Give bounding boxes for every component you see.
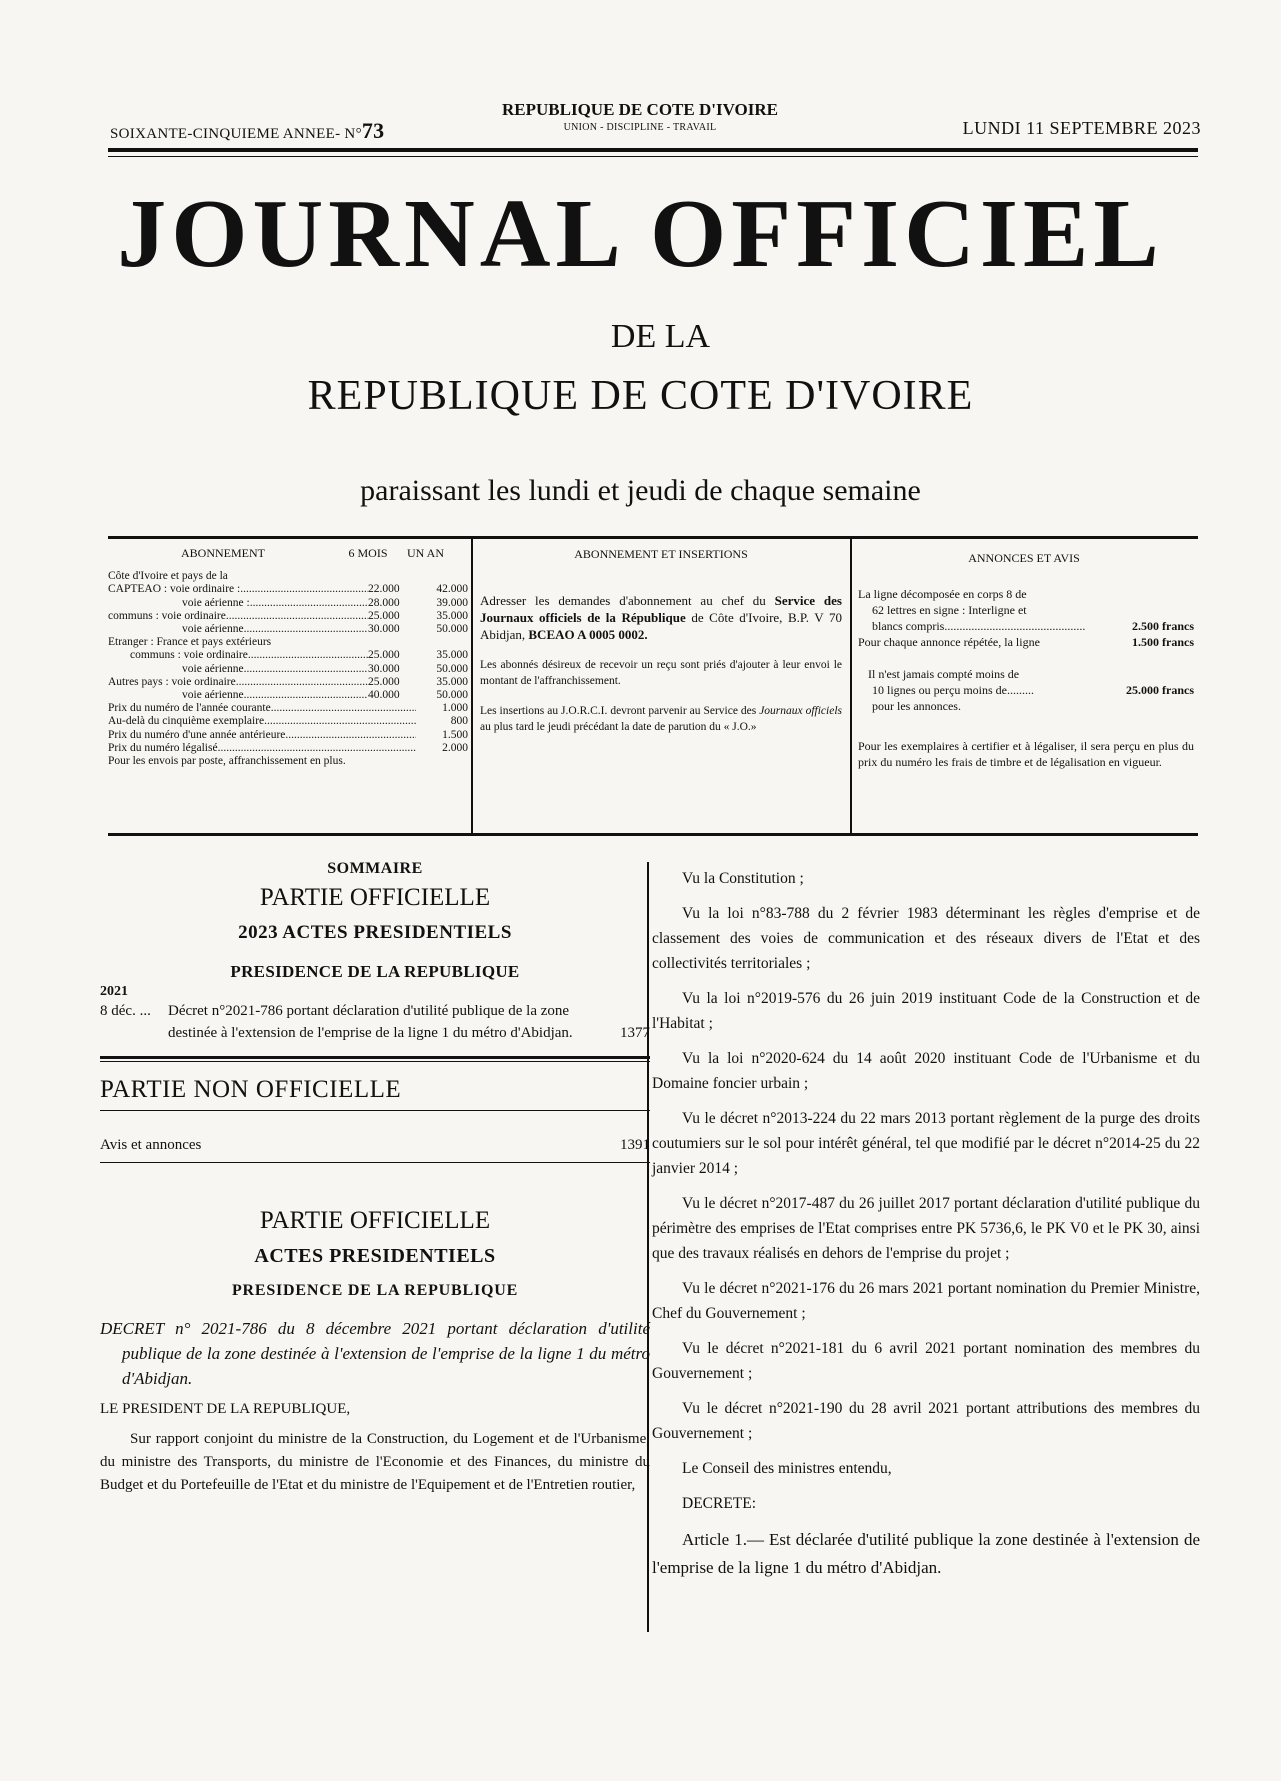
annonce-minimum: Il n'est jamais compté moins de 10 lignes ou perçu moins de......... 25.000 francs pour les annonces. bbox=[868, 667, 1194, 713]
rate-row bbox=[108, 597, 468, 610]
rate-label: voie aérienne ..... bbox=[108, 689, 368, 702]
price-value: 1.000 bbox=[442, 702, 468, 715]
presidence-heading: PRESIDENCE DE LA REPUBLIQUE bbox=[230, 962, 520, 981]
body-partie-officielle: PARTIE OFFICIELLE bbox=[259, 1207, 491, 1234]
visa-paragraph: Vu le décret n°2021-181 du 6 avril 2021 portant nomination des membres du Gouvernement ; bbox=[652, 1340, 1200, 1382]
visa-paragraph: Vu le décret n°2013-224 du 22 mars 2013 portant règlement de la purge des droits coutumiers sur le sol pour intérêt général, tel que modifié par le décret n°2014-25 du 22 janvier 2014 ; bbox=[652, 1110, 1200, 1177]
rate-un-an: 35.000 bbox=[436, 675, 468, 688]
rate-label: Autres pays : voie ordinaire ..... bbox=[108, 676, 368, 689]
section-rule bbox=[100, 1056, 650, 1059]
price-row bbox=[108, 715, 468, 728]
visa-paragraph: Vu la loi n°2019-576 du 26 juin 2019 instituant Code de la Construction et de l'Habitat ; bbox=[652, 990, 1200, 1032]
rate-row bbox=[108, 610, 468, 623]
rate-un-an: 35.000 bbox=[436, 649, 468, 662]
annonces-header: ANNONCES ET AVIS bbox=[968, 551, 1080, 565]
price-row bbox=[108, 729, 468, 742]
body-actes-presidentiels: ACTES PRESIDENTIELS bbox=[254, 1245, 496, 1267]
partie-officielle-heading: PARTIE OFFICIELLE bbox=[259, 884, 491, 911]
rate-row bbox=[108, 649, 468, 662]
price-value: 1.500 bbox=[442, 728, 468, 741]
price-rows bbox=[108, 702, 468, 755]
rate-un-an: 42.000 bbox=[436, 583, 468, 596]
insertions-deadline: Les insertions au J.O.R.C.I. devront parvenir au Service des Journaux officiels au plus tard le jeudi précédant la date de parution du « J.O.» bbox=[480, 705, 842, 733]
section-rule-thin bbox=[100, 1162, 650, 1163]
rate-row bbox=[108, 663, 468, 676]
price-value: 800 bbox=[450, 715, 468, 728]
rate-label: voie aérienne ..... bbox=[108, 623, 368, 636]
price-label: Prix du numéro de l'année courante ..... bbox=[108, 702, 416, 715]
masthead-de-la: DE LA bbox=[610, 318, 711, 355]
annonce-rate-line: La ligne décomposée en corps 8 de 62 lettres en signe : Interligne et blancs compris............................................... 2.500 francs Pour chaque annonce répétée, la ligne 1.500 francs bbox=[858, 587, 1194, 649]
subscription-box bbox=[108, 536, 1198, 836]
rate-un-an: 50.000 bbox=[436, 662, 468, 675]
rate-row bbox=[108, 689, 468, 702]
rate-label: communs : voie ordinaire ..... bbox=[108, 610, 368, 623]
rapport-paragraph: Sur rapport conjoint du ministre de la Construction, du Logement et de l'Urbanisme, du ministre des Transports, du ministre de l'Economie et des Finances, du ministre du Budget et du Portefeuille de l'Etat et du ministre de l'Equipement et de l'Entretien routier, bbox=[100, 1431, 650, 1493]
masthead-republique: REPUBLIQUE DE COTE D'IVOIRE bbox=[307, 373, 974, 419]
toc-avis-page: 1391 bbox=[620, 1137, 650, 1153]
partie-non-officielle-heading: PARTIE NON OFFICIELLE bbox=[100, 1076, 402, 1103]
visa-paragraph: DECRETE: bbox=[682, 1495, 757, 1512]
insertions-header: ABONNEMENT ET INSERTIONS bbox=[574, 547, 748, 561]
rate-6-mois: 40.000 bbox=[368, 689, 400, 702]
rate-label: voie aérienne : ..... bbox=[108, 597, 368, 610]
abonnement-column bbox=[108, 547, 468, 768]
visa-paragraph: Vu la loi n°83-788 du 2 février 1983 déterminant les règles d'emprise et de classement des voies de communication et des réseaux divers de l'Etat et des collectivités territoriales ; bbox=[652, 905, 1200, 972]
rate-un-an: 50.000 bbox=[436, 689, 468, 702]
price-row bbox=[108, 702, 468, 715]
rate-row bbox=[108, 583, 468, 596]
header-rule-thin bbox=[108, 156, 1198, 157]
rate-6-mois: 25.000 bbox=[368, 609, 400, 622]
abonnement-header: ABONNEMENT 6 MOIS UN AN bbox=[181, 546, 444, 560]
motto: UNION - DISCIPLINE - TRAVAIL bbox=[563, 122, 717, 133]
left-column bbox=[100, 860, 650, 1497]
toc-avis-text: Avis et annonces bbox=[100, 1137, 202, 1153]
rate-6-mois: 30.000 bbox=[368, 662, 400, 675]
toc-entry-page: 1377 bbox=[620, 1025, 650, 1041]
rate-label: CAPTEAO : voie ordinaire : ..... bbox=[108, 583, 368, 596]
price-label: Prix du numéro légalisé ..... bbox=[108, 742, 416, 755]
visa-paragraph: Vu le décret n°2021-190 du 28 avril 2021 portant attributions des membres du Gouvernement ; bbox=[652, 1400, 1200, 1442]
price-row bbox=[108, 742, 468, 755]
rate-6-mois: 28.000 bbox=[368, 596, 400, 609]
article-1: Article 1.— Est déclarée d'utilité publique la zone destinée à l'extension de l'emprise de la ligne 1 du métro d'Abidjan. bbox=[652, 1530, 1200, 1577]
rate-6-mois: 22.000 bbox=[368, 583, 400, 596]
body-presidence: PRESIDENCE DE LA REPUBLIQUE bbox=[231, 1282, 519, 1299]
decret-title: DECRET n° 2021-786 du 8 décembre 2021 portant déclaration d'utilité publique de la zone destinée à l'extension de l'emprise de la ligne 1 du métro d'Abidjan. bbox=[100, 1319, 650, 1388]
right-column bbox=[652, 866, 1200, 1592]
actes-presidentiels-heading: 2023 ACTES PRESIDENTIELS bbox=[238, 922, 512, 943]
box-divider-2 bbox=[850, 539, 852, 833]
header-rule-thick bbox=[108, 148, 1198, 152]
rate-6-mois: 30.000 bbox=[368, 623, 400, 636]
body-section bbox=[100, 1207, 650, 1497]
price-label: Prix du numéro d'une année antérieure ..... bbox=[108, 729, 416, 742]
visa-paragraph: Vu la Constitution ; bbox=[682, 870, 804, 887]
toc-entry-avis[interactable] bbox=[100, 1137, 650, 1154]
rate-row bbox=[108, 676, 468, 689]
insertions-address: Adresser les demandes d'abonnement au chef du Service des Journaux officiels de la République de Côte d'Ivoire, B.P. V 70 Abidjan, BCEAO A 0005 0002. bbox=[480, 593, 843, 642]
toc-entry-text: Décret n°2021-786 portant déclaration d'utilité publique de la zone destinée à l'extension de l'emprise de la ligne 1 du métro d'Abidjan. bbox=[168, 1003, 573, 1041]
sommaire-title: SOMMAIRE bbox=[327, 860, 423, 877]
rate-row bbox=[108, 623, 468, 636]
intro-line: Etranger : France et pays extérieurs bbox=[108, 636, 272, 649]
visa-list bbox=[652, 866, 1200, 1516]
rate-6-mois: 25.000 bbox=[368, 649, 400, 662]
rate-un-an: 50.000 bbox=[436, 623, 468, 636]
rate-rows-a bbox=[108, 583, 468, 636]
intro-line: Côte d'Ivoire et pays de la bbox=[108, 570, 228, 583]
republic-name: REPUBLIQUE DE COTE D'IVOIRE bbox=[502, 100, 778, 119]
toc-year: 2021 bbox=[100, 984, 128, 999]
toc-entry[interactable] bbox=[100, 1000, 650, 1044]
masthead-title: JOURNAL OFFICIEL bbox=[117, 180, 1164, 288]
postal-note: Pour les envois par poste, affranchissement en plus. bbox=[108, 755, 346, 768]
republic-header bbox=[440, 100, 840, 133]
issue-label: SOIXANTE-CINQUIEME ANNEE- N°73 bbox=[110, 118, 385, 143]
rate-un-an: 35.000 bbox=[436, 609, 468, 622]
visa-paragraph: Vu le décret n°2017-487 du 26 juillet 2017 portant déclaration d'utilité publique du périmètre des emprises de l'Etat comprises entre PK 5736,6, le PK V0 et le PK 30, ainsi que des travaux réalisés en dehors de l'emprise du projet ; bbox=[652, 1195, 1200, 1262]
insertions-receipt: Les abonnés désireux de recevoir un reçu sont priés d'ajouter à leur envoi le montant de l'affranchissement. bbox=[480, 659, 842, 687]
annonces-column bbox=[854, 551, 1194, 770]
section-rule-thin bbox=[100, 1061, 650, 1062]
column-separator bbox=[647, 862, 649, 1632]
price-value: 2.000 bbox=[442, 741, 468, 754]
parution-line: paraissant les lundi et jeudi de chaque semaine bbox=[360, 474, 921, 507]
annonces-footnote: Pour les exemplaires à certifier et à légaliser, il sera perçu en plus du prix du numéro les frais de timbre et de légalisation en vigueur. bbox=[858, 739, 1194, 769]
section-rule-thin bbox=[100, 1110, 650, 1111]
visa-paragraph: Le Conseil des ministres entendu, bbox=[682, 1460, 892, 1477]
rate-6-mois: 25.000 bbox=[368, 675, 400, 688]
rate-label: communs : voie ordinaire ..... bbox=[108, 649, 368, 662]
rate-un-an: 39.000 bbox=[436, 596, 468, 609]
visa-paragraph: Vu la loi n°2020-624 du 14 août 2020 instituant Code de l'Urbanisme et du Domaine foncier urbain ; bbox=[652, 1050, 1200, 1092]
rate-label: voie aérienne ..... bbox=[108, 663, 368, 676]
rate-rows-b bbox=[108, 649, 468, 702]
toc-entry-date: 8 déc. ... bbox=[100, 1003, 151, 1019]
issue-number: 73 bbox=[361, 118, 385, 143]
insertions-column bbox=[476, 547, 846, 749]
price-label: Au-delà du cinquième exemplaire ..... bbox=[108, 715, 416, 728]
issue-date: LUNDI 11 SEPTEMBRE 2023 bbox=[962, 118, 1201, 138]
le-president: LE PRESIDENT DE LA REPUBLIQUE, bbox=[100, 1401, 351, 1417]
box-divider-1 bbox=[471, 539, 473, 833]
visa-paragraph: Vu le décret n°2021-176 du 26 mars 2021 portant nomination du Premier Ministre, Chef du Gouvernement ; bbox=[652, 1280, 1200, 1322]
